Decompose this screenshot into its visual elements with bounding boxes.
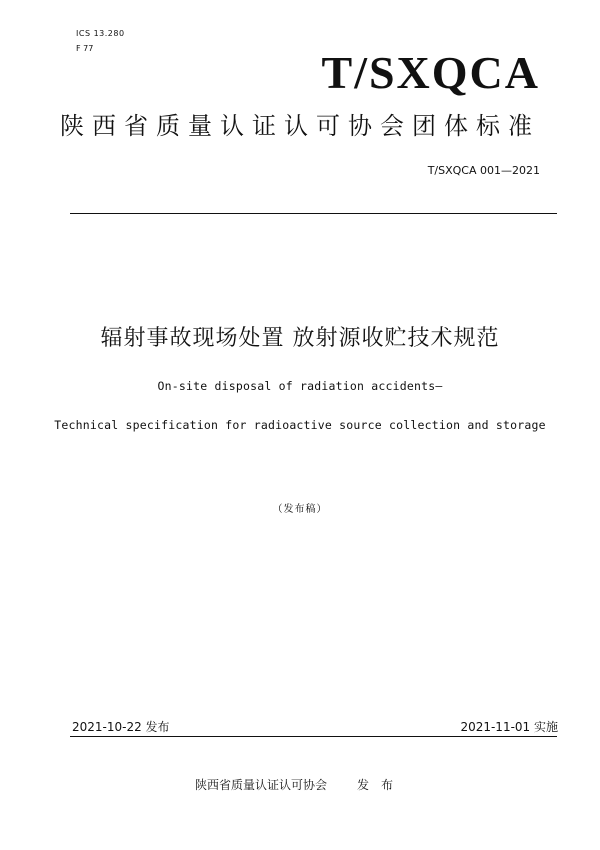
issued-label: 发布 [357,778,406,792]
publisher-name: 陕西省质量认证认可协会 [194,778,327,792]
ics-code: ICS 13.280 [76,29,125,38]
footer-divider [70,736,557,737]
ccs-code: F 77 [76,44,94,53]
publish-date: 2021-10-22 发布 [72,720,170,734]
standard-number: T/SXQCA 001—2021 [427,164,540,177]
document-title-english-line1: On-site disposal of radiation accidents— [157,379,443,393]
header-divider [70,213,557,214]
draft-status: （发布稿） [272,504,328,515]
document-title-english-line2: Technical specification for radioactive source collection and storage [54,418,546,432]
publisher-line [0,776,600,793]
standard-code: T/SXQCA [321,47,540,98]
implement-date: 2021-11-01 实施 [460,720,558,734]
document-title-chinese: 辐射事故现场处置 放射源收贮技术规范 [100,326,500,351]
organization-title: 陕西省质量认证认可协会团体标准 [60,112,540,140]
